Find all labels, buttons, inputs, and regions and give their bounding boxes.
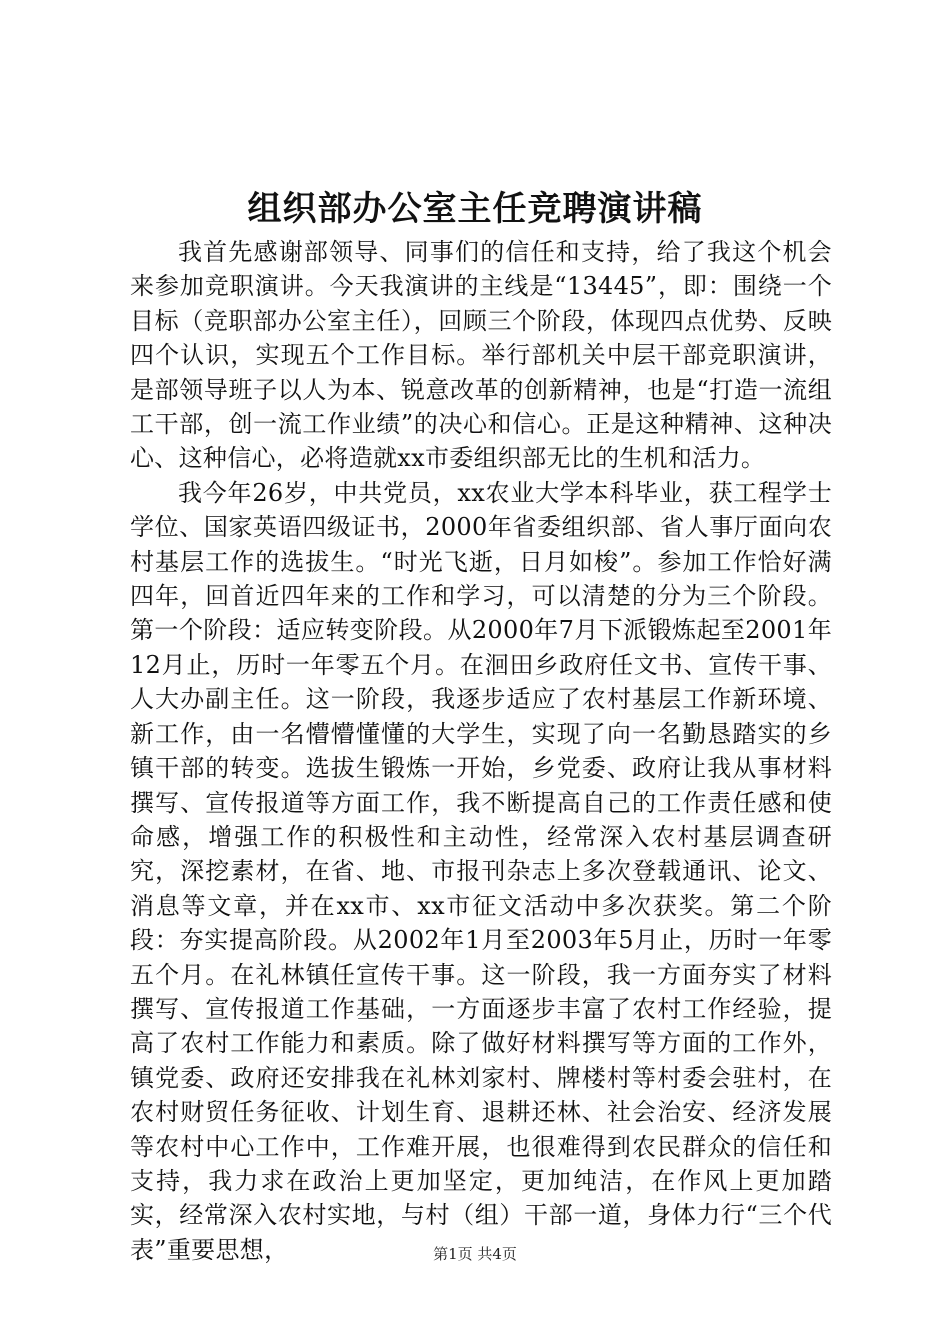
page-footer: 第1页 共4页 [433, 1245, 517, 1263]
document-title: 组织部办公室主任竞聘演讲稿 [247, 189, 703, 229]
document-body [130, 235, 832, 1267]
paragraph: 我今年26岁，中共党员，xx农业大学本科毕业，获工程学士学位、国家英语四级证书，2000年省委组织部、省人事厅面向农村基层工作的选拔生。“时光飞逝，日月如梭”。参加工作恰好满四年，回首近四年来的工作和学习，可以清楚的分为三个阶段。第一个阶段：适应转变阶段。从2000年7月下派锻炼起至2001年12月止，历时一年零五个月。在洄田乡政府任文书、宣传干事、人大办副主任。这一阶段，我逐步适应了农村基层工作新环境、新工作，由一名懵懵懂懂的大学生，实现了向一名勤恳踏实的乡镇干部的转变。选拔生锻炼一开始，乡党委、政府让我从事材料撰写、宣传报道等方面工作，我不断提高自己的工作责任感和使命感，增强工作的积极性和主动性，经常深入农村基层调查研究，深挖素材，在省、地、市报刊杂志上多次登载通讯、论文、消息等文章，并在xx市、xx市征文活动中多次获奖。第二个阶段：夯实提高阶段。从2002年1月至2003年5月止，历时一年零五个月。在礼林镇任宣传干事。这一阶段，我一方面夯实了材料撰写、宣传报道工作基础，一方面逐步丰富了农村工作经验，提高了农村工作能力和素质。除了做好材料撰写等方面的工作外，镇党委、政府还安排我在礼林刘家村、牌楼村等村委会驻村，在农村财贸任务征收、计划生育、退耕还林、社会治安、经济发展等农村中心工作中，工作难开展，也很难得到农民群众的信任和支持，我力求在政治上更加坚定，更加纯洁，在作风上更加踏实，经常深入农村实地，与村（组）干部一道，身体力行“三个代表”重要思想， [130, 478, 832, 1264]
paragraph: 我首先感谢部领导、同事们的信任和支持，给了我这个机会来参加竞职演讲。今天我演讲的主线是“13445”，即：围绕一个目标（竞职部办公室主任），回顾三个阶段，体现四点优势、反映四个认识，实现五个工作目标。举行部机关中层干部竞职演讲，是部领导班子以人为本、锐意改革的创新精神，也是“打造一流组工干部，创一流工作业绩”的决心和信心。正是这种精神、这种决心、这种信心，必将造就xx市委组织部无比的生机和活力。 [130, 238, 832, 473]
